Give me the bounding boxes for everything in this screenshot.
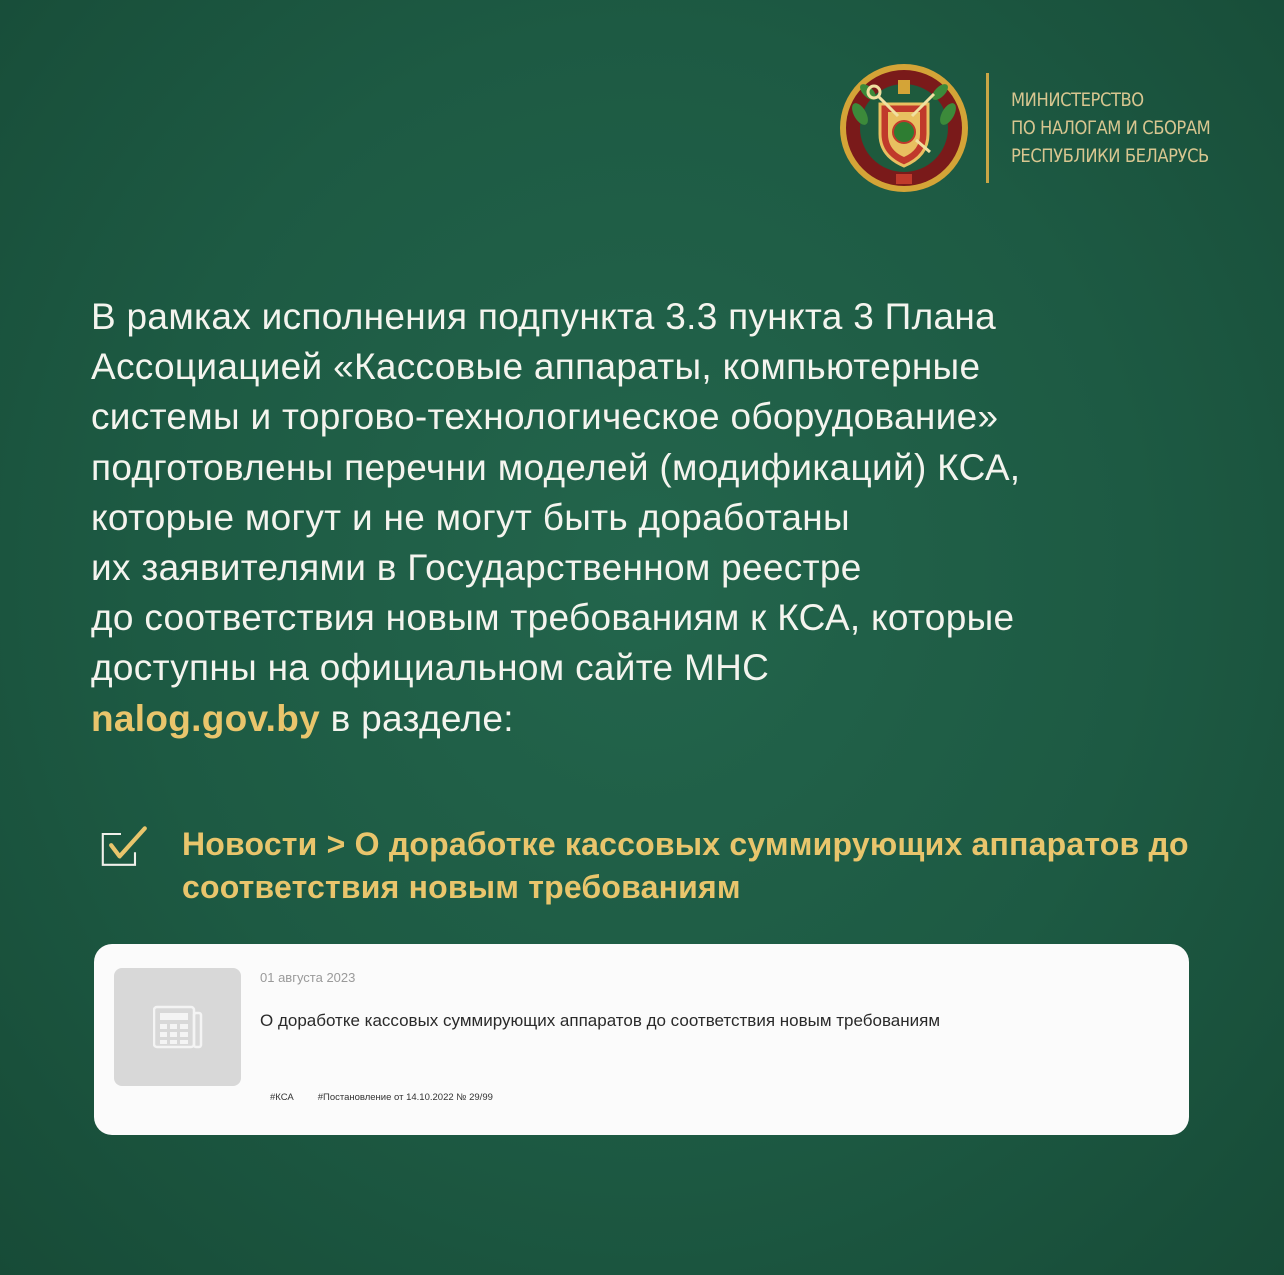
- news-title[interactable]: О доработке кассовых суммирующих аппаратов до соответствия новым требованиям: [260, 1011, 941, 1030]
- paragraph-tail: в разделе:: [320, 697, 514, 739]
- nav-article-title[interactable]: О доработке кассовых суммирующих аппаратов до соответствия новым требованиям: [181, 826, 1189, 905]
- header-divider: [986, 73, 989, 183]
- news-document-icon: [153, 1004, 203, 1050]
- news-card[interactable]: [94, 944, 1189, 1135]
- paragraph-text: В рамках исполнения подпункта 3.3 пункта 3 Плана Ассоциацией «Кассовые аппараты, компьютерные системы и торгово-технологическое оборудование» подготовлены перечни моделей (модификаций) КСА, которые могут и не могут быть доработаны их заявителями в Государственном реестре до соответствия новым требованиям к КСА, которые доступны на официальном сайте МНС: [91, 296, 1021, 689]
- ministry-line-2: ПО НАЛОГАМ И СБОРАМ: [1011, 117, 1211, 139]
- main-paragraph: [91, 292, 1211, 744]
- site-link[interactable]: nalog.gov.by: [91, 697, 321, 739]
- news-tags: [270, 1092, 493, 1103]
- ministry-name: [1011, 86, 1210, 170]
- news-tag[interactable]: #КСА: [270, 1092, 294, 1103]
- news-thumbnail: [114, 968, 241, 1086]
- checkbox-check-icon: [100, 818, 149, 878]
- section-path: [100, 818, 1284, 909]
- ministry-line-3: РЕСПУБЛИКИ БЕЛАРУСЬ: [1011, 145, 1209, 167]
- ministry-header: [838, 62, 1243, 194]
- news-date: 01 августа 2023: [260, 970, 356, 985]
- ministry-emblem-icon: [838, 62, 970, 194]
- ministry-line-1: МИНИСТЕРСТВО: [1011, 89, 1144, 111]
- nav-section-news[interactable]: Новости: [181, 826, 318, 862]
- news-tag[interactable]: #Постановление от 14.10.2022 № 29/99: [317, 1092, 493, 1103]
- nav-separator: >: [326, 826, 346, 862]
- section-path-text: [182, 823, 1284, 909]
